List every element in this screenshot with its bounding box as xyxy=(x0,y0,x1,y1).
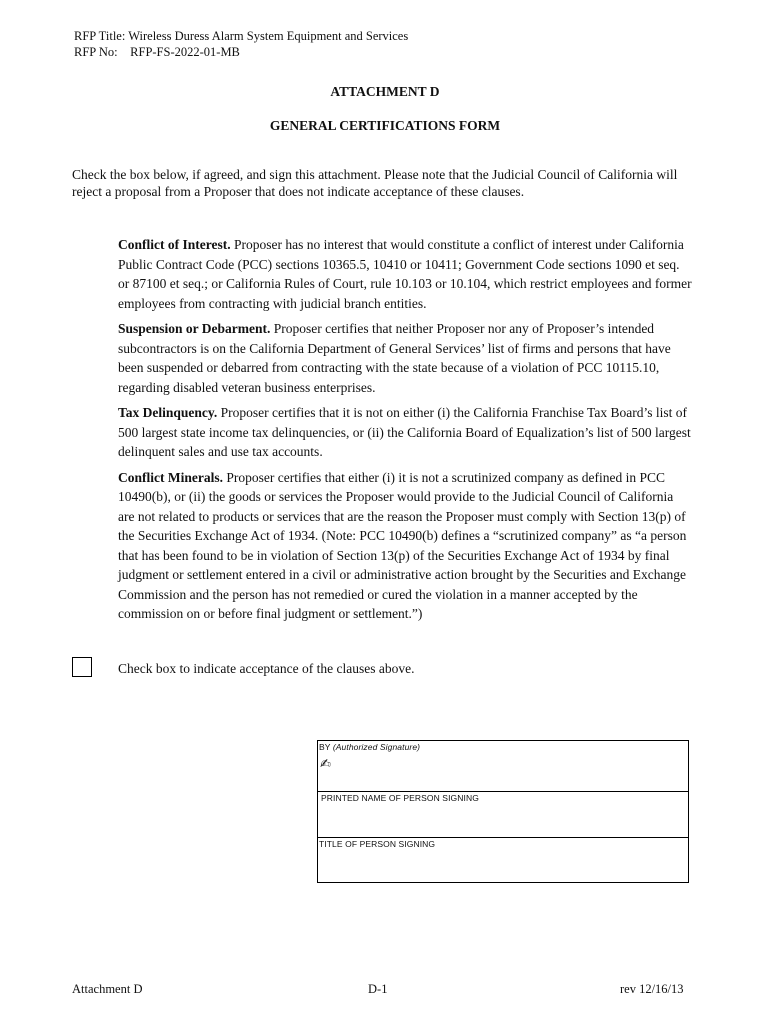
signature-label xyxy=(318,741,688,752)
form-heading: GENERAL CERTIFICATIONS FORM xyxy=(269,118,501,133)
clause-text: Proposer has no interest that would constitute a conflict of interest under California Public Contract Code (PCC) sections 10365.5, 10410 or 10411; Government Code sections 1090 et seq. or 87100 et seq.; or California Rules of Court, rule 10.103 or 10.104, which restrict employees and former employees from contracting with judicial branch entities. xyxy=(118,237,692,311)
rfp-title: RFP Title: Wireless Duress Alarm System Equipment and Services xyxy=(74,29,409,43)
by-hint: (Authorized Signature) xyxy=(332,742,421,752)
title-label: TITLE OF PERSON SIGNING xyxy=(319,839,436,849)
clause-title: Conflict Minerals. xyxy=(118,469,223,485)
by-label: BY xyxy=(319,742,331,752)
printed-name-row[interactable] xyxy=(318,791,688,838)
clause-text: Proposer certifies that neither Proposer nor any of Proposer’s intended subcontractors is on the California Department of General Services’ list of firms and persons that have been suspended or debarred from contracting with the state because of a violation of PCC 10115.10, regarding disabled veteran business enterprises. xyxy=(118,321,671,395)
attachment-heading: ATTACHMENT D xyxy=(330,84,440,99)
footer-left: Attachment D xyxy=(72,982,143,996)
signature-row[interactable] xyxy=(318,741,688,791)
printed-name-label: PRINTED NAME OF PERSON SIGNING xyxy=(321,793,479,803)
clause-title: Tax Delinquency. xyxy=(118,405,218,420)
acceptance-checkbox[interactable] xyxy=(72,657,92,677)
title-row[interactable] xyxy=(318,837,688,883)
clause-tax-delinquency xyxy=(118,403,693,462)
clause-conflict-of-interest xyxy=(118,235,693,313)
intro-paragraph: Check the box below, if agreed, and sign this attachment. Please note that the Judicial Council of California will reject a proposal from a Proposer that does not indicate acceptance of these clauses. xyxy=(72,167,678,199)
footer-page-number: D-1 xyxy=(368,982,388,996)
clause-title: Suspension or Debarment. xyxy=(118,321,271,336)
acceptance-label: Check box to indicate acceptance of the clauses above. xyxy=(118,661,415,676)
clause-text: Proposer certifies that either (i) it is not a scrutinized company as defined in PCC 10490(b), or (ii) the goods or services the Proposer would provide to the Judicial Council of California are not related to products or services that are the reason the Proposer must comply with Section 13(p) of the Securities Exchange Act of 1934. (Note: PCC 10490(b) defines a “scrutinized company” as “a person that has been found to be in violation of Section 13(p) of the Securities Exchange Act of 1934 by final judgment or settlement entered in a civil or administrative action brought by the Securities and Exchange Commission and the person has not remedied or cured the violation in a manner accepted by the commission on or before final judgment or settlement.”) xyxy=(118,469,687,621)
signature-block xyxy=(317,740,689,883)
signature-pen-icon: ✍ xyxy=(320,757,331,772)
clause-suspension-debarment xyxy=(118,319,693,397)
footer-revision: rev 12/16/13 xyxy=(620,982,684,996)
clause-conflict-minerals xyxy=(118,468,693,624)
clauses-list xyxy=(118,235,693,630)
clause-title: Conflict of Interest. xyxy=(118,237,231,252)
clause-text: Proposer certifies that it is not on either (i) the California Franchise Tax Board’s list of 500 largest state income tax delinquencies, or (ii) the California Board of Equalization’s list of 500 largest delinquent sales and use tax accounts. xyxy=(118,405,691,459)
rfp-header xyxy=(74,28,408,60)
rfp-number: RFP No: RFP-FS-2022-01-MB xyxy=(74,45,240,59)
